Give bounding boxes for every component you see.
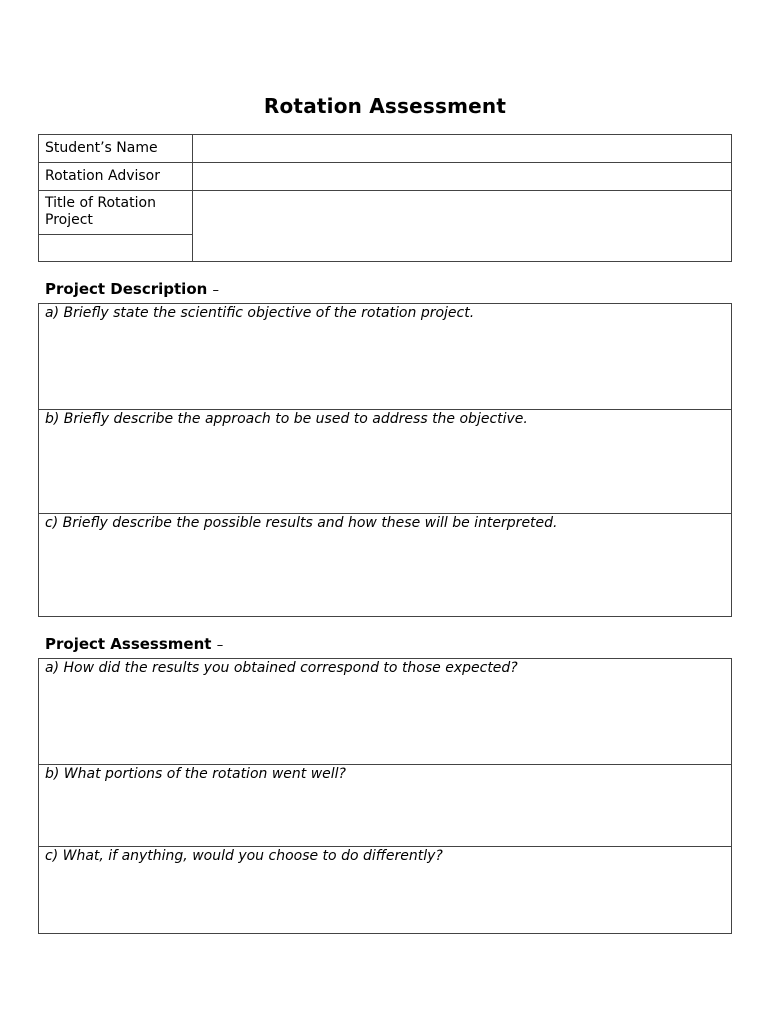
project-assessment-heading	[45, 635, 223, 653]
students-name-field[interactable]	[192, 135, 731, 163]
description-question-c-text: c) Briefly describe the possible results and how these will be interpreted.	[45, 515, 558, 531]
assessment-question-a[interactable]	[39, 659, 731, 764]
project-title-field[interactable]	[192, 191, 731, 261]
description-question-c[interactable]	[39, 513, 731, 616]
assessment-question-c[interactable]	[39, 846, 731, 933]
assessment-question-b-text: b) What portions of the rotation went well?	[45, 766, 346, 782]
project-assessment-heading-text: Project Assessment	[45, 635, 212, 653]
project-title-label-extra-cell	[39, 235, 192, 261]
project-title-label: Title of Rotation Project	[39, 191, 192, 235]
description-question-a[interactable]	[39, 304, 731, 409]
project-description-dash: –	[212, 283, 220, 298]
student-info-table	[38, 134, 732, 262]
rotation-advisor-label: Rotation Advisor	[39, 163, 192, 191]
project-description-heading	[45, 280, 219, 298]
project-description-heading-text: Project Description	[45, 280, 208, 298]
description-question-b[interactable]	[39, 409, 731, 513]
assessment-question-a-text: a) How did the results you obtained correspond to those expected?	[45, 660, 518, 676]
project-assessment-box	[38, 658, 732, 934]
project-assessment-dash: –	[216, 638, 224, 653]
description-question-b-text: b) Briefly describe the approach to be used to address the objective.	[45, 411, 528, 427]
description-question-a-text: a) Briefly state the scientific objective of the rotation project.	[45, 305, 475, 321]
students-name-label: Student’s Name	[39, 135, 192, 163]
project-description-box	[38, 303, 732, 617]
rotation-advisor-field[interactable]	[192, 163, 731, 191]
assessment-question-b[interactable]	[39, 764, 731, 846]
assessment-question-c-text: c) What, if anything, would you choose to do differently?	[45, 848, 443, 864]
document-title: Rotation Assessment	[263, 94, 507, 118]
